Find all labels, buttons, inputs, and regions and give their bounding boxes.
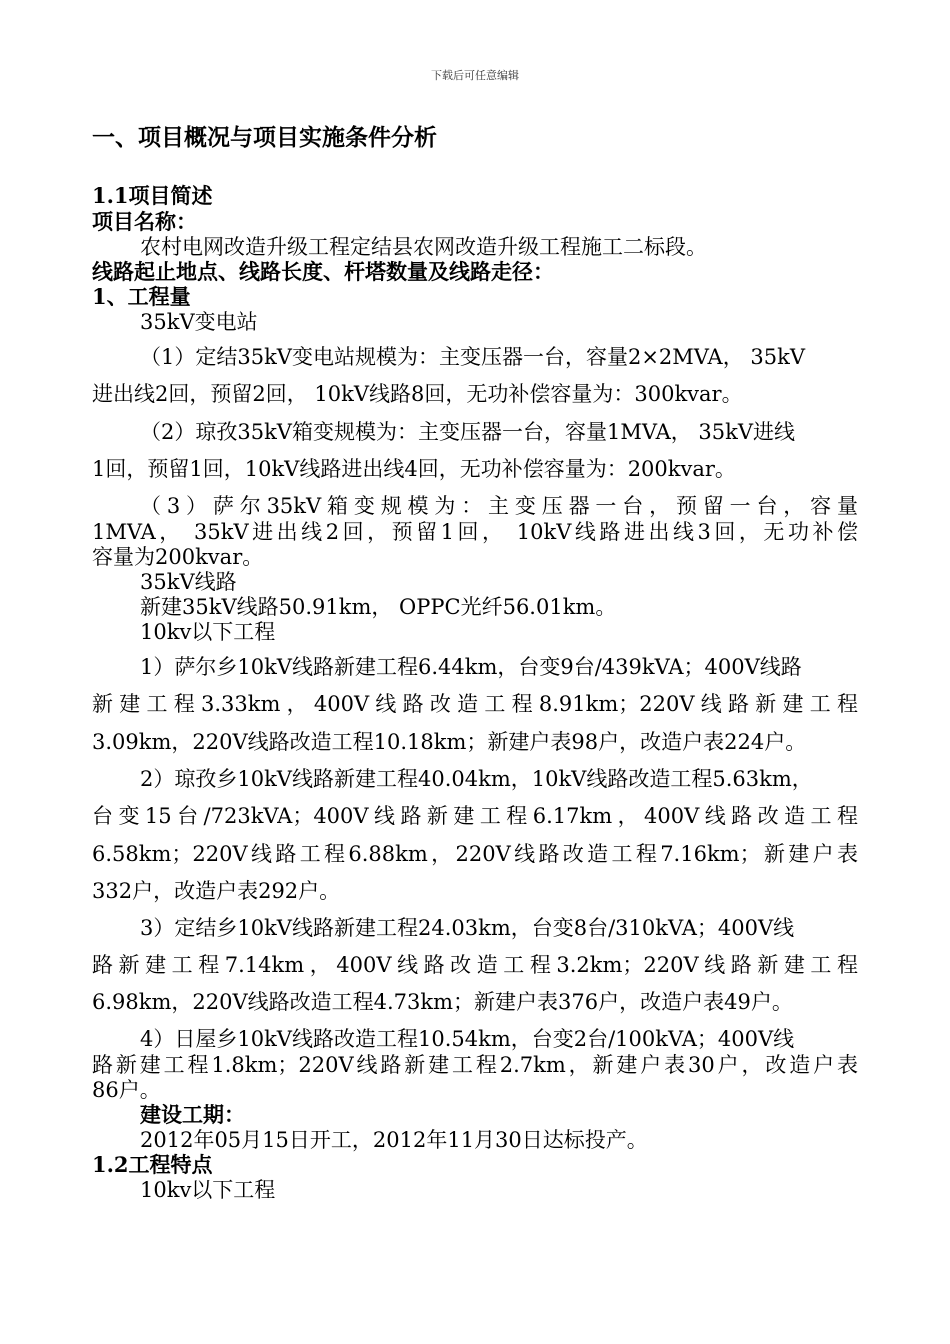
para-q1-line-1: 1）萨尔乡10kV线路新建工程6.44km，台变9台/439kVA；400V线路 [140,655,802,679]
para-substation-2-line-1: （2）琼孜35kV箱变规模为：主变压器一台，容量1MVA， 35kV进线 [140,420,796,444]
page-header: 下载后可任意编辑 [431,69,519,82]
para-substation-3-line-3: 容量为200kvar。 [92,545,264,569]
para-substation-3-line-2: 1MVA， 35kV进出线2回，预留1回， 10kV线路进出线3回，无功补偿 [92,520,858,544]
new-line-text: 新建35kV线路50.91km， OPPC光纤56.01km。 [140,595,617,619]
project-name-label: 项目名称： [92,209,197,234]
para-substation-2-line-2: 1回，预留1回，10kV线路进出线4回，无功补偿容量为：200kvar。 [92,457,736,481]
para-q2-line-2: 台变15台/723kVA；400V线路新建工程6.17km，400V线路改造工程 [92,804,858,828]
para-q1-line-2: 新建工程3.33km，400V线路改造工程8.91km；220V线路新建工程 [92,692,858,716]
heading-1-2: 1.2工程特点 [92,1152,213,1177]
para-q4-line-3: 86户。 [92,1078,161,1102]
para-q3-line-3: 6.98km，220V线路改造工程4.73km；新建户表376户，改造户表49户。 [92,990,793,1014]
para-q3-line-1: 3）定结乡10kV线路新建工程24.03km，台变8台/310kVA；400V线 [140,916,795,940]
period-value: 2012年05月15日开工，2012年11月30日达标投产。 [140,1128,648,1152]
para-q4-line-1: 4）日屋乡10kV线路改造工程10.54km，台变2台/100kVA；400V线 [140,1027,795,1051]
sub-substation: 35kV变电站 [140,310,258,334]
para-substation-1-line-2: 进出线2回，预留2回， 10kV线路8回，无功补偿容量为：300kvar。 [92,382,743,406]
sub-35kv-line: 35kV线路 [140,570,237,594]
para-q2-line-4: 332户，改造户表292户。 [92,879,341,903]
project-name-value: 农村电网改造升级工程定结县农网改造升级工程施工二标段。 [140,235,707,259]
route-label: 线路起止地点、线路长度、杆塔数量及线路走径： [92,259,554,284]
sub-10kv: 10kv以下工程 [140,620,276,644]
quantity-heading: 1、工程量 [92,284,191,309]
para-q2-line-3: 6.58km；220V线路工程6.88km，220V线路改造工程7.16km；新建户表 [92,842,858,866]
heading-1-1: 1.1项目简述 [92,183,213,208]
para-q2-line-1: 2）琼孜乡10kV线路新建工程40.04km，10kV线路改造工程5.63km， [140,767,813,791]
para-q3-line-2: 路新建工程7.14km，400V线路改造工程3.2km；220V线路新建工程 [92,953,858,977]
sub-10kv-2: 10kv以下工程 [140,1178,276,1202]
section-title: 一、项目概况与项目实施条件分析 [92,124,437,151]
period-label: 建设工期： [140,1102,245,1127]
para-substation-3-line-1: （3）萨尔35kV箱变规模为：主变压器一台，预留一台，容量 [140,494,858,518]
para-substation-1-line-1: （1）定结35kV变电站规模为：主变压器一台，容量2×2MVA， 35kV [140,345,805,369]
para-q1-line-3: 3.09km，220V线路改造工程10.18km；新建户表98户，改造户表224户。 [92,730,807,754]
para-q4-line-2: 路新建工程1.8km；220V线路新建工程2.7km，新建户表30户，改造户表 [92,1053,858,1077]
